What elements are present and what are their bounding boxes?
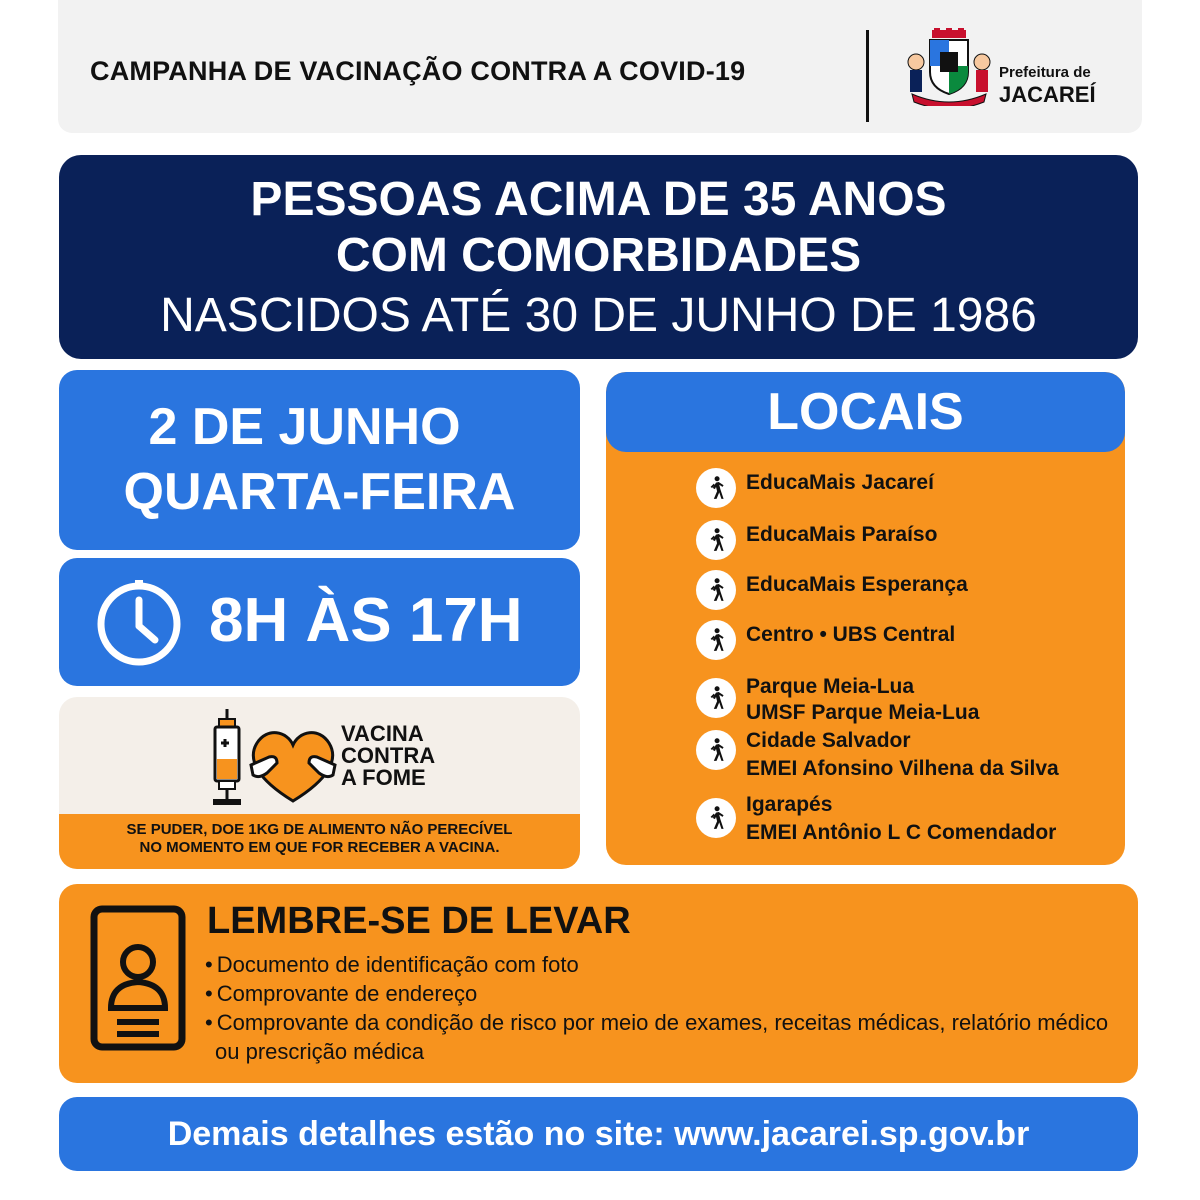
vacina-contra-fome-title [341,723,435,789]
coat-of-arms-icon [904,28,994,106]
donation-note-line-2: NO MOMENTO EM QUE FOR RECEBER A VACINA. [139,839,500,856]
location-name: Cidade Salvador [746,729,911,752]
fome-title-line: A FOME [341,765,426,790]
location-unit: EMEI Antônio L C Comendador [746,821,1057,844]
reminder-item: • Comprovante da condição de risco por meio de exames, receitas médicas, relatório médico ou prescrição médica [201,1008,1121,1066]
location-name: EducaMais Jacareí [746,471,934,494]
vacina-contra-fome-panel [59,697,580,869]
walking-person-icon [696,620,736,660]
donation-note-band [59,814,580,869]
reminder-list [201,950,1121,1066]
audience-line-1: PESSOAS ACIMA DE 35 ANOS [250,173,947,226]
date-panel [59,370,580,550]
walking-person-icon [696,570,736,610]
audience-line-3: NASCIDOS ATÉ 30 DE JUNHO DE 1986 [160,289,1037,342]
prefeitura-label: Prefeitura de [999,64,1091,81]
audience-line-2: COM COMORBIDADES [335,229,862,282]
walking-person-icon [696,678,736,718]
reminder-item: • Comprovante de endereço [201,979,1121,1008]
reminder-title: LEMBRE-SE DE LEVAR [207,900,631,942]
location-unit: UMSF Parque Meia-Lua [746,701,980,724]
walking-person-icon [696,730,736,770]
city-name: JACAREÍ [999,82,1096,107]
fome-title-line: CONTRA [341,743,436,768]
reminder-item: • Documento de identificação com foto [201,950,1121,979]
location-name: EducaMais Paraíso [746,523,938,546]
clock-icon [95,580,183,668]
fome-title-line: VACINA [341,721,424,746]
footer-website-text: Demais detalhes estão no site: www.jacarei.sp.gov.br [167,1115,1030,1153]
walking-person-icon [696,798,736,838]
location-name: Parque Meia-Lua [746,675,915,698]
time-range: 8H ÀS 17H [209,586,523,655]
weekday-line: QUARTA-FEIRA [123,463,516,521]
location-name: EducaMais Esperança [746,573,968,596]
locations-panel [606,372,1125,865]
locations-header [606,372,1125,452]
location-name: Igarapés [746,793,833,816]
walking-person-icon [696,468,736,508]
footer-banner [59,1097,1138,1171]
date-line: 2 DE JUNHO [148,398,461,456]
time-panel [59,558,580,686]
header-divider [866,30,869,122]
id-document-icon [89,904,187,1054]
walking-person-icon [696,520,736,560]
location-name: Centro • UBS Central [746,623,956,646]
reminder-panel [59,884,1138,1083]
header-bar [58,0,1142,133]
donation-note-line-1: SE PUDER, DOE 1KG DE ALIMENTO NÃO PERECÍVEL [126,821,513,838]
locations-title: LOCAIS [767,383,964,441]
syringe-heart-hands-icon [207,709,337,809]
location-unit: EMEI Afonsino Vilhena da Silva [746,757,1059,780]
target-audience-banner [59,155,1138,359]
campaign-title: CAMPANHA DE VACINAÇÃO CONTRA A COVID-19 [90,56,746,86]
